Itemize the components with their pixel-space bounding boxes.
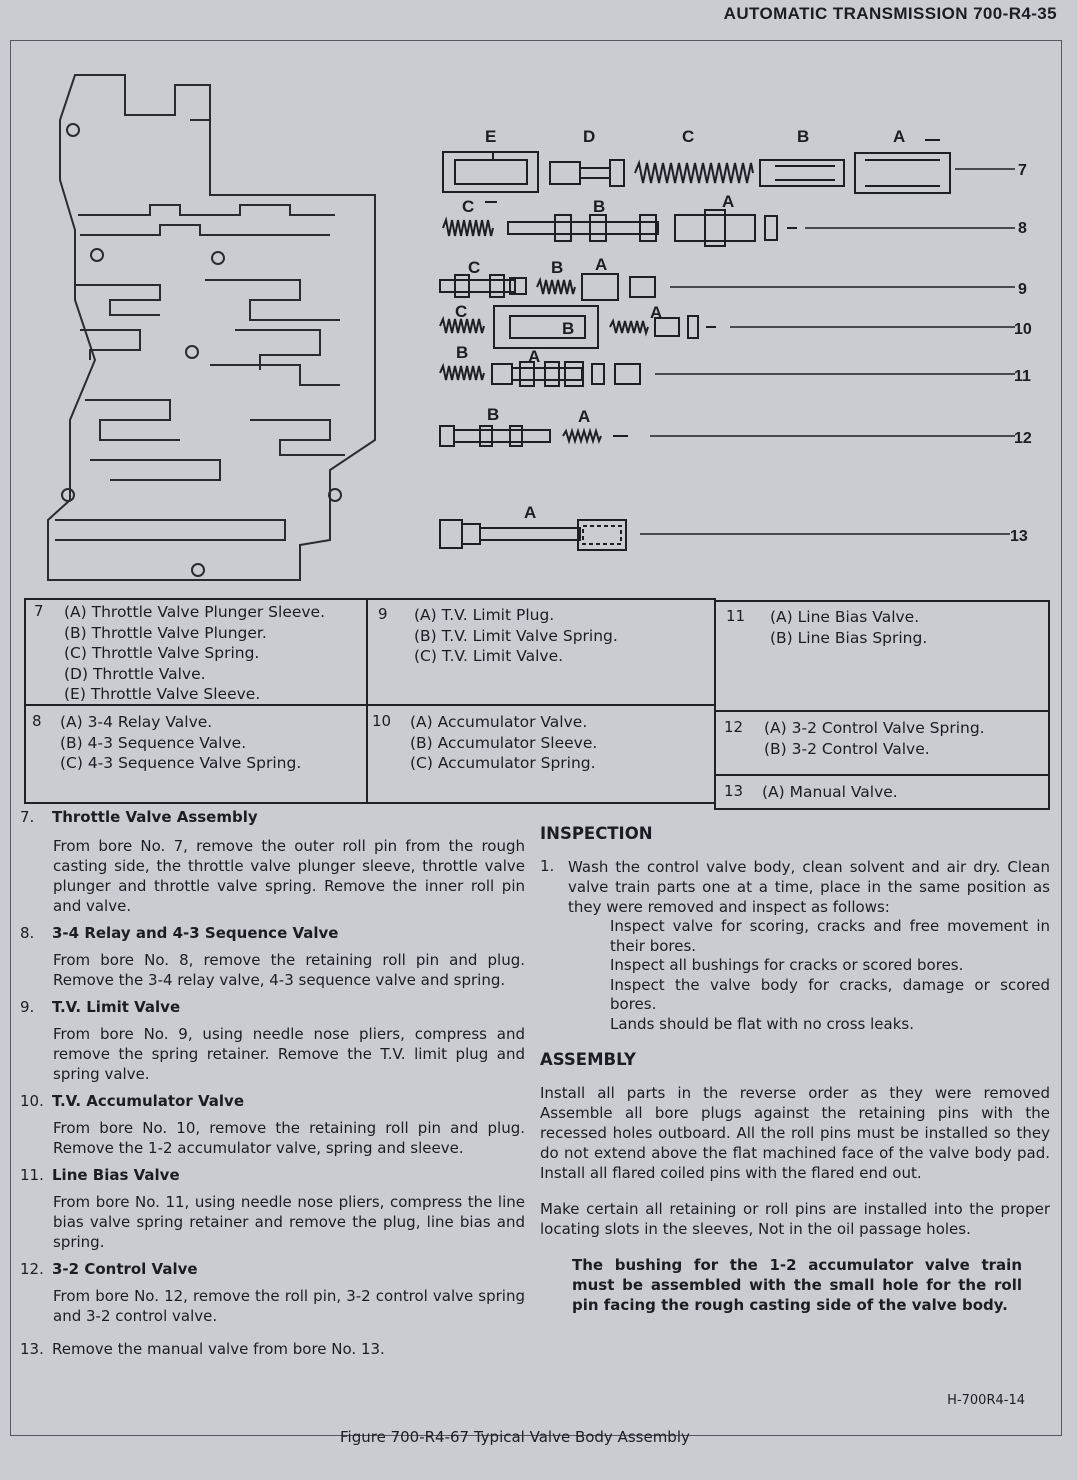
part-letter: A	[722, 192, 735, 211]
legend-item: (B) 3-2 Control Valve.	[764, 739, 930, 758]
bore-number: 12	[1014, 430, 1032, 447]
legend-number: 7	[34, 602, 44, 620]
legend-number: 11	[726, 607, 746, 625]
inspection-title: INSPECTION	[540, 824, 653, 843]
part-letter: B	[593, 197, 606, 216]
figure-caption: Figure 700-R4-67 Typical Valve Body Assembly	[340, 1428, 690, 1446]
bore-number: 10	[1014, 321, 1032, 338]
step-11	[20, 1166, 525, 1252]
legend-item: (C) 4-3 Sequence Valve Spring.	[60, 754, 302, 772]
part-letter: A	[595, 255, 608, 274]
bore-12-parts	[440, 426, 1015, 446]
part-letter: B	[562, 319, 575, 338]
figure-code: H-700R4-14	[947, 1393, 1025, 1408]
legend-item: (A) 3-2 Control Valve Spring.	[764, 719, 985, 737]
legend-cell-8	[24, 704, 368, 804]
legend-item: (A) T.V. Limit Plug.	[414, 606, 555, 624]
legend-cell-12	[714, 710, 1050, 776]
legend-list	[764, 718, 985, 759]
part-letter: A	[524, 503, 537, 522]
inspection-subitem: Inspect the valve body for cracks, damage or scored bores.	[610, 975, 1050, 1013]
valve-body-casting	[48, 75, 375, 580]
step-10	[20, 1092, 525, 1158]
part-letter: C	[462, 197, 475, 216]
part-letter: C	[468, 258, 481, 277]
step-body: From bore No. 10, remove the retaining roll pin and plug. Remove the 1-2 accumulator valve, spring and sleeve.	[53, 1119, 525, 1157]
step-12	[20, 1260, 525, 1326]
legend-number: 9	[378, 605, 388, 623]
step-number: 12.	[20, 1260, 44, 1278]
parts-legend-table	[24, 598, 1050, 810]
legend-item: (C) T.V. Limit Valve.	[414, 647, 564, 665]
inspection-text: Wash the control valve body, clean solvent and air dry. Clean valve train parts one at a time, place in the same position as they were removed and inspect as follows:	[568, 858, 1050, 916]
part-letter: D	[583, 127, 596, 146]
assembly-paragraph: Make certain all retaining or roll pins are installed into the proper locating slots in the sleeves, Not in the oil passage holes.	[540, 1200, 1050, 1238]
legend-cell-10	[366, 704, 716, 804]
step-title: Throttle Valve Assembly	[52, 808, 258, 826]
part-letter: A	[650, 303, 663, 322]
step-13	[20, 1340, 525, 1358]
bore-9-parts	[440, 274, 1015, 300]
part-letter: B	[456, 343, 469, 362]
bore-11-parts	[440, 362, 1015, 386]
legend-cell-7	[24, 598, 368, 706]
page-header: AUTOMATIC TRANSMISSION 700-R4-35	[723, 4, 1057, 23]
part-letter: C	[455, 302, 468, 321]
legend-list	[60, 712, 301, 774]
inspection-subitem: Lands should be flat with no cross leaks.	[610, 1014, 914, 1033]
part-letter: B	[551, 258, 564, 277]
legend-item: (B) Line Bias Spring.	[770, 628, 928, 647]
legend-item: (A) Throttle Valve Plunger Sleeve.	[64, 603, 326, 621]
part-letter: A	[893, 127, 906, 146]
legend-number: 8	[32, 712, 42, 730]
legend-item: (A) Accumulator Valve.	[410, 713, 588, 731]
legend-item: (C) Throttle Valve Spring.	[64, 644, 260, 662]
legend-list	[410, 712, 597, 774]
step-body: From bore No. 7, remove the outer roll pin from the rough casting side, the throttle valve plunger sleeve, throttle valve plunger and throttle valve spring. Remove the inner roll pin and valve.	[53, 837, 525, 915]
step-title: 3-2 Control Valve	[52, 1260, 198, 1278]
step-9	[20, 998, 525, 1084]
legend-item: (B) Throttle Valve Plunger.	[64, 623, 267, 642]
step-body: From bore No. 8, remove the retaining roll pin and plug. Remove the 3-4 relay valve, 4-3 sequence valve and spring.	[53, 951, 525, 989]
legend-list	[762, 782, 898, 803]
legend-cell-13	[714, 774, 1050, 810]
legend-item: (B) T.V. Limit Valve Spring.	[414, 626, 618, 645]
part-letter: E	[485, 127, 497, 146]
inspection-subitem: Inspect valve for scoring, cracks and free movement in their bores.	[610, 917, 1050, 955]
step-8	[20, 924, 525, 990]
step-title: 3-4 Relay and 4-3 Sequence Valve	[52, 924, 339, 942]
step-number: 10.	[20, 1092, 44, 1110]
legend-cell-11	[714, 600, 1050, 712]
legend-item: (A) Manual Valve.	[762, 783, 898, 801]
legend-item: (D) Throttle Valve.	[64, 664, 206, 683]
step-number: 11.	[20, 1166, 44, 1184]
disassembly-steps	[20, 808, 525, 1358]
item-number: 1.	[540, 857, 555, 875]
legend-item: (A) Line Bias Valve.	[770, 608, 920, 626]
part-letter: B	[797, 127, 810, 146]
part-letter: C	[682, 127, 695, 146]
step-7	[20, 808, 525, 916]
step-body: From bore No. 12, remove the roll pin, 3-2 control valve spring and 3-2 control valve.	[53, 1287, 525, 1325]
step-title: T.V. Limit Valve	[52, 998, 181, 1016]
valve-body-diagram	[0, 0, 1077, 600]
legend-number: 13	[724, 782, 744, 800]
legend-list	[414, 605, 618, 667]
legend-item: (C) Accumulator Spring.	[410, 754, 596, 772]
bore-number: 9	[1018, 281, 1027, 298]
legend-item: (E) Throttle Valve Sleeve.	[64, 685, 261, 703]
legend-list	[64, 602, 325, 705]
step-number: 7.	[20, 808, 35, 826]
bore-13-parts	[440, 520, 1010, 550]
part-letter: A	[578, 407, 591, 426]
assembly-paragraph: Install all parts in the reverse order as they were removed Assemble all bore plugs against the retaining pins with the recessed holes outboard. All the roll pins must be installed so they do not extend above the flat machined face of the valve body pad. Install all flared coiled pins with the flared end out.	[540, 1084, 1050, 1182]
step-title: T.V. Accumulator Valve	[52, 1092, 244, 1110]
legend-cell-9	[366, 598, 716, 706]
bore-number: 11	[1014, 368, 1031, 385]
part-letter: A	[528, 347, 541, 366]
bore-10-parts	[440, 306, 1015, 348]
bore-number: 13	[1010, 528, 1028, 545]
assembly-title: ASSEMBLY	[540, 1050, 636, 1069]
legend-item: (B) 4-3 Sequence Valve.	[60, 733, 247, 752]
step-number: 9.	[20, 998, 35, 1016]
part-letter: B	[487, 405, 500, 424]
step-body: From bore No. 11, using needle nose pliers, compress the line bias valve spring retainer and remove the plug, line bias and spring.	[53, 1193, 525, 1251]
inspection-subitem: Inspect all bushings for cracks or scored bores.	[610, 956, 964, 974]
bore-number: 7	[1018, 162, 1027, 179]
inspection-item	[540, 857, 1050, 1034]
step-number: 8.	[20, 924, 35, 942]
bore-7-parts	[443, 140, 1015, 193]
assembly-note: The bushing for the 1-2 accumulator valve train must be assembled with the small hole for the roll pin facing the rough casting side of the valve body.	[572, 1256, 1022, 1314]
bore-number: 8	[1018, 220, 1027, 237]
legend-number: 10	[372, 712, 392, 730]
step-body: From bore No. 9, using needle nose pliers, compress and remove the spring retainer. Remove the T.V. limit plug and spring valve.	[53, 1025, 525, 1083]
step-number: 13.	[20, 1340, 44, 1358]
step-text: Remove the manual valve from bore No. 13.	[52, 1340, 385, 1358]
legend-item: (A) 3-4 Relay Valve.	[60, 713, 213, 731]
inspection-assembly	[540, 824, 1050, 1315]
legend-number: 12	[724, 718, 744, 736]
legend-list	[770, 607, 927, 648]
legend-item: (B) Accumulator Sleeve.	[410, 733, 598, 752]
step-title: Line Bias Valve	[52, 1166, 180, 1184]
